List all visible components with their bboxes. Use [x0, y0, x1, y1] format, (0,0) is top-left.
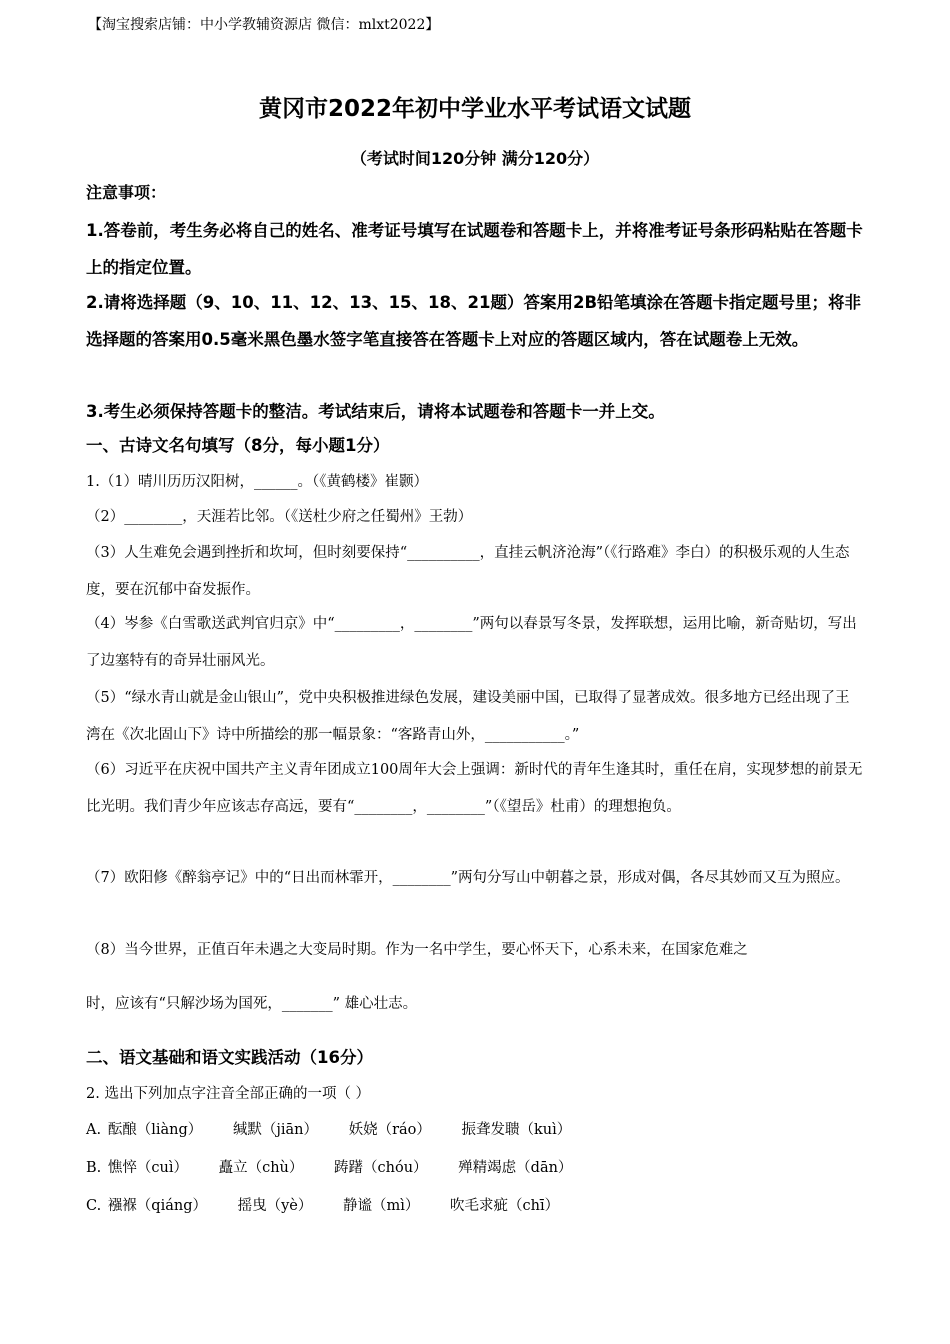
option-item: 襁褓（qiáng） [107, 1198, 207, 1214]
option-item: 殚精竭虑（dān） [458, 1160, 573, 1176]
q1-part-4: （4）岑参《白雪歌送武判官归京》中“_________，________”两句以春景写冬景，发挥联想，运用比喻，新奇贴切，写出了边塞特有的奇异壮丽风光。 [86, 616, 857, 669]
q2-option-c [86, 1188, 864, 1225]
q1-part-5: （5）“绿水青山就是金山银山”，党中央积极推进绿色发展，建设美丽中国，已取得了显著成效。很多地方已经出现了王湾在《次北固山下》诗中所描绘的那一幅景象：“客路青山外，___________。” [86, 690, 850, 743]
option-item: 酝酿（liàng） [107, 1122, 203, 1138]
option-item: 憔悴（cuì） [107, 1160, 188, 1176]
option-label: A. [86, 1122, 102, 1138]
page-title: 黄冈市2022年初中学业水平考试语文试题 [258, 96, 691, 122]
option-label: C. [86, 1198, 102, 1214]
option-item: 摇曳（yè） [237, 1198, 313, 1214]
notice-item-3: 3.考生必须保持答题卡的整洁。考试结束后，请将本试题卷和答题卡一并上交。 [86, 402, 665, 421]
q1-part-8-line-1: （8）当今世界，正值百年未遇之大变局时期。作为一名中学生，要心怀天下，心系未来，在国家危难之 [86, 942, 748, 958]
option-item: 矗立（chù） [218, 1160, 304, 1176]
option-label: B. [86, 1160, 102, 1176]
q1-part-8-line-2: 时，应该有“只解沙场为国死，_______” 雄心壮志。 [86, 996, 418, 1012]
option-item: 妖娆（ráo） [348, 1122, 431, 1138]
q1-part-7: （7）欧阳修《醉翁亭记》中的“日出而林霏开，________”两句分写山中朝暮之景，形成对偶，各尽其妙而又互为照应。 [86, 870, 850, 886]
option-item: 吹毛求疵（chī） [449, 1198, 560, 1214]
q2-option-b [86, 1150, 864, 1187]
section1-heading: 一、古诗文名句填写（8分，每小题1分） [86, 436, 390, 455]
exam-subtitle: （考试时间120分钟 满分120分） [350, 149, 600, 168]
option-item: 踌躇（chóu） [334, 1160, 428, 1176]
q2-option-a [86, 1112, 864, 1149]
option-item: 振聋发聩（kuì） [461, 1122, 572, 1138]
notice-item-1: 1.答卷前，考生务必将自己的姓名、准考证号填写在试题卷和答题卡上，并将准考证号条形码粘贴在答题卡上的指定位置。 [86, 221, 863, 277]
q1-part-3: （3）人生难免会遇到挫折和坎坷，但时刻要保持“__________，直挂云帆济沧海”（《行路难》李白）的积极乐观的人生态度，要在沉郁中奋发振作。 [86, 545, 850, 598]
notice-item-2: 2.请将选择题（9、10、11、12、13、15、18、21题）答案用2B铅笔填涂在答题卡指定题号里；将非选择题的答案用0.5毫米黑色墨水签字笔直接答在答题卡上对应的答题区域内，答在试题卷上无效。 [86, 293, 862, 349]
header-note: 【淘宝搜索店铺：中小学教辅资源店 微信：mlxt2022】 [88, 17, 440, 33]
q1-part-1: 1.（1）晴川历历汉阳树，______。（《黄鹤楼》崔颢） [86, 474, 429, 490]
q1-part-2: （2）________，天涯若比邻。（《送杜少府之任蜀州》王勃） [86, 509, 473, 525]
notice-heading: 注意事项： [86, 183, 167, 202]
q2-stem: 2. 选出下列加点字注音全部正确的一项（ ） [86, 1086, 371, 1102]
option-item: 缄默（jiān） [232, 1122, 318, 1138]
section2-heading: 二、语文基础和语文实践活动（16分） [86, 1048, 373, 1067]
q1-part-6: （6）习近平在庆祝中国共产主义青年团成立100周年大会上强调：新时代的青年生逢其时，重任在肩，实现梦想的前景无比光明。我们青少年应该志存高远，要有“________，________”（《望岳》杜甫）的理想抱负。 [86, 762, 863, 815]
option-item: 静谧（mì） [342, 1198, 420, 1214]
